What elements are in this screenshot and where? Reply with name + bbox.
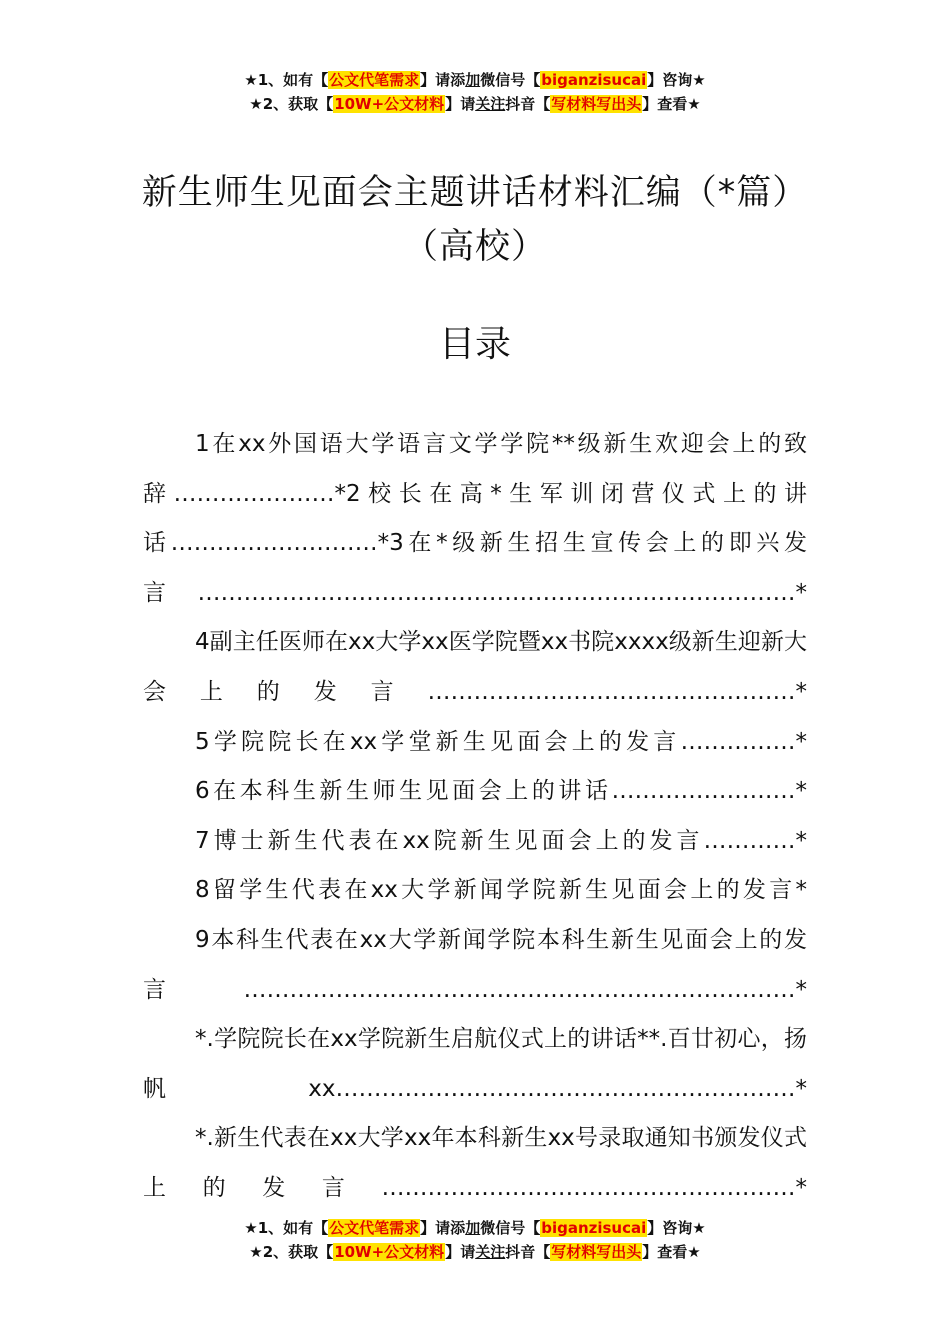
promo-banner-bottom — [0, 1216, 950, 1264]
toc-entry: *.学院院长在xx学院新生启航仪式上的讲话**.百廿初心，扬帆xx……………………………………………………* — [143, 1026, 807, 1102]
toc-entry: 4副主任医师在xx大学xx医学院暨xx书院xxxx级新生迎新大会上的发言…………………………………………* — [143, 629, 807, 705]
promo-line-2: ★2、获取【10W+公文材料】请关注抖音【写材料写出头】查看★ — [249, 1243, 701, 1261]
promo-line-1: ★1、如有【公文代笔需求】请添加微信号【biganzisucai】咨询★ — [244, 71, 706, 89]
toc-heading: 目录 — [438, 324, 511, 365]
highlight-service: 公文代笔需求 — [329, 1219, 420, 1237]
table-of-contents — [143, 420, 807, 1214]
toc-entry: 1在xx外国语大学语言文学学院**级新生欢迎会上的致辞…………………*2校长在高*生军训闭营仪式上的讲话………………………*3在*级新生招生宣传会上的即兴发言……………………………………………………………………* — [143, 431, 807, 606]
toc-entry: 7博士新生代表在xx院新生见面会上的发言…………* — [195, 827, 807, 854]
promo-line-1: ★1、如有【公文代笔需求】请添加微信号【biganzisucai】咨询★ — [244, 1219, 706, 1237]
highlight-douyin-account: 写材料写出头 — [551, 95, 642, 113]
title-line-2: （高校） — [402, 227, 547, 267]
toc-entry: 6在本科生新生师生见面会上的讲话……………………* — [195, 778, 807, 805]
promo-line-2: ★2、获取【10W+公文材料】请关注抖音【写材料写出头】查看★ — [249, 95, 701, 113]
highlight-service: 公文代笔需求 — [329, 71, 420, 89]
highlight-wechat-id: biganzisucai — [541, 1219, 647, 1237]
toc-entry: 5学院院长在xx学堂新生见面会上的发言……………* — [195, 728, 807, 755]
toc-entry: 9本科生代表在xx大学新闻学院本科生新生见面会上的发言………………………………………………………………* — [143, 926, 807, 1003]
highlight-douyin-account: 写材料写出头 — [551, 1243, 642, 1261]
document-title — [0, 166, 950, 274]
promo-banner-top — [0, 68, 950, 116]
highlight-wechat-id: biganzisucai — [541, 71, 647, 89]
highlight-materials: 10W+公文材料 — [334, 95, 445, 113]
toc-entry: *.新生代表在xx大学xx年本科新生xx号录取通知书颁发仪式上的发言………………………………………………* — [143, 1125, 807, 1201]
highlight-materials: 10W+公文材料 — [334, 1243, 445, 1261]
title-line-1: 新生师生见面会主题讲话材料汇编（*篇） — [141, 173, 809, 213]
toc-entry: 8留学生代表在xx大学新闻学院新生见面会上的发言* — [195, 877, 807, 904]
